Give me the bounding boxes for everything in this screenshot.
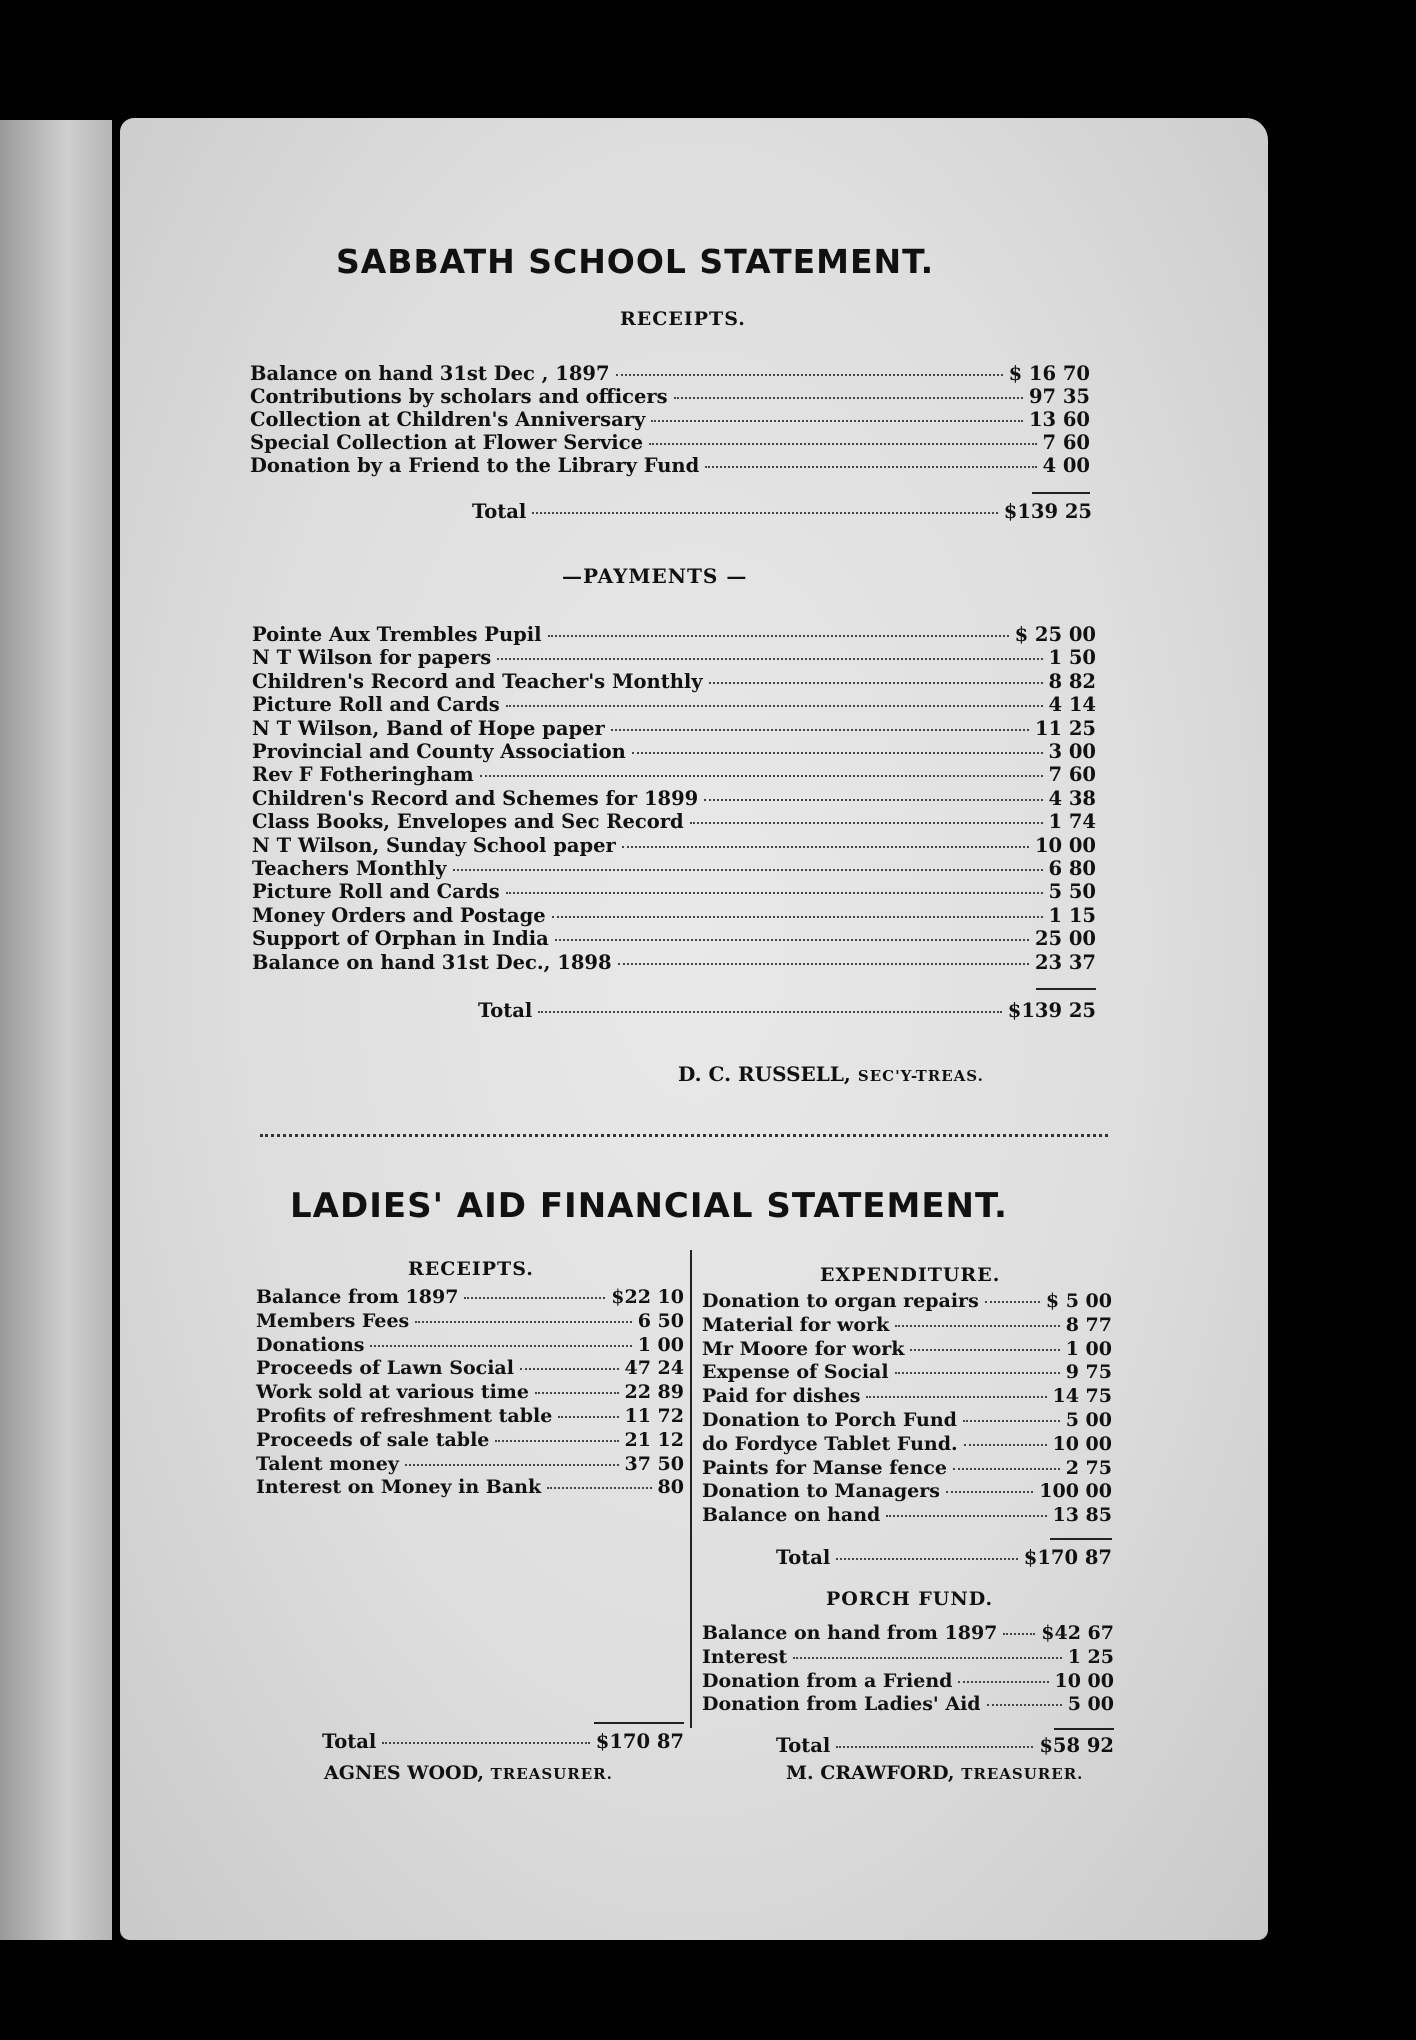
ledger-row xyxy=(250,408,1090,431)
ledger-item-label: Material for work xyxy=(702,1313,890,1336)
ledger-item-amount: 5 00 xyxy=(1067,1693,1114,1716)
ledger-item-amount: 14 75 xyxy=(1052,1385,1112,1408)
ledger-row xyxy=(252,646,1096,669)
ledger-item-label: Class Books, Envelopes and Sec Record xyxy=(252,810,684,834)
ledger-row xyxy=(702,1693,1114,1715)
total-label: Total xyxy=(776,1734,831,1757)
ledger-row xyxy=(702,1622,1114,1644)
ledger-item-label: Proceeds of Lawn Social xyxy=(256,1357,514,1380)
ladies-receipts-total: $170 87 xyxy=(595,1730,684,1753)
ladies-expenditure-total: $170 87 xyxy=(1023,1546,1112,1569)
ledger-item-amount: 100 00 xyxy=(1039,1480,1112,1503)
ledger-item-label: N T Wilson, Sunday School paper xyxy=(252,833,616,857)
ledger-row xyxy=(702,1314,1112,1336)
ledger-item-label: Interest on Money in Bank xyxy=(256,1476,542,1499)
ledger-item-amount: 47 24 xyxy=(624,1357,684,1380)
total-label: Total xyxy=(472,500,527,523)
ledger-row xyxy=(256,1476,684,1498)
ledger-item-amount: $22 10 xyxy=(611,1286,684,1308)
ledger-row xyxy=(702,1504,1112,1526)
porch-fund-total: $58 92 xyxy=(1039,1734,1114,1757)
ledger-row xyxy=(702,1409,1112,1431)
ledger-item-label: Expense of Social xyxy=(702,1361,889,1384)
ledger-item-amount: 1 00 xyxy=(1065,1337,1112,1360)
ledger-item-amount: 2 75 xyxy=(1065,1456,1112,1479)
ledger-item-amount: 1 74 xyxy=(1048,810,1096,834)
ledger-row xyxy=(252,810,1096,833)
ledger-item-label: Picture Roll and Cards xyxy=(252,880,500,904)
ledger-row xyxy=(252,880,1096,903)
ledger-item-label: Donation by a Friend to the Library Fund xyxy=(250,454,700,477)
ledger-item-amount: 37 50 xyxy=(624,1452,684,1475)
ledger-item-label: Pointe Aux Trembles Pupil xyxy=(252,623,542,646)
ledger-row xyxy=(256,1286,684,1308)
ledger-item-label: Paid for dishes xyxy=(702,1385,861,1408)
ledger-item-label: Mr Moore for work xyxy=(702,1337,905,1360)
ledger-item-label: Donation from a Friend xyxy=(702,1669,953,1692)
ledger-item-amount: $ 16 70 xyxy=(1008,362,1090,385)
column-divider xyxy=(690,1250,692,1728)
ledger-item-label: Support of Orphan in India xyxy=(252,927,549,951)
ladies-receipts-heading: RECEIPTS. xyxy=(408,1258,534,1280)
ledger-row xyxy=(702,1670,1114,1692)
ledger-item-amount: 4 00 xyxy=(1042,454,1090,477)
ledger-item-amount: 25 00 xyxy=(1034,927,1096,951)
ledger-item-label: N T Wilson, Band of Hope paper xyxy=(252,716,605,740)
ledger-item-amount: 5 50 xyxy=(1048,880,1096,904)
ledger-row xyxy=(252,740,1096,763)
ledger-item-label: Balance on hand 31st Dec , 1897 xyxy=(250,362,610,385)
ledger-item-label: Special Collection at Flower Service xyxy=(250,431,643,454)
porch-fund-signature xyxy=(786,1762,1083,1784)
ledger-item-amount: 6 50 xyxy=(637,1309,684,1332)
ledger-row xyxy=(702,1338,1112,1360)
ledger-item-label: Donations xyxy=(256,1333,365,1356)
ledger-item-amount: 11 25 xyxy=(1034,716,1096,740)
ledger-item-amount: 7 60 xyxy=(1048,763,1096,787)
signature-title: SEC'Y-TREAS. xyxy=(857,1067,984,1085)
ledger-row xyxy=(250,454,1090,477)
ladies-expenditure-total-row xyxy=(776,1546,1112,1569)
sabbath-receipts-total-row xyxy=(472,500,1092,523)
ledger-row xyxy=(252,693,1096,716)
sabbath-payments-total-row xyxy=(478,999,1096,1022)
ledger-item-amount: $ 5 00 xyxy=(1045,1290,1112,1312)
ledger-item-label: Donation from Ladies' Aid xyxy=(702,1693,981,1716)
ledger-row xyxy=(252,670,1096,693)
ledger-item-label: Contributions by scholars and officers xyxy=(250,385,668,408)
ledger-item-amount: $ 25 00 xyxy=(1014,623,1096,646)
porch-fund-heading: PORCH FUND. xyxy=(826,1588,994,1610)
ledger-row xyxy=(702,1646,1114,1668)
ledger-item-label: Provincial and County Association xyxy=(252,740,626,763)
document-page xyxy=(120,118,1268,1940)
ledger-row xyxy=(702,1361,1112,1383)
porch-fund-total-row xyxy=(776,1734,1114,1757)
ledger-item-amount: 3 00 xyxy=(1048,740,1096,763)
ledger-row xyxy=(250,385,1090,408)
ledger-item-amount: 11 72 xyxy=(624,1405,684,1427)
ledger-row xyxy=(256,1453,684,1475)
signature-name: M. CRAWFORD, xyxy=(786,1762,955,1784)
signature-title: TREASURER. xyxy=(961,1765,1084,1783)
ledger-item-label: do Fordyce Tablet Fund. xyxy=(702,1432,958,1455)
section-divider xyxy=(260,1134,1108,1137)
ledger-item-amount: 8 82 xyxy=(1048,669,1096,693)
ledger-item-amount: 5 00 xyxy=(1065,1409,1112,1431)
ledger-row xyxy=(256,1429,684,1451)
sabbath-receipts-total: $139 25 xyxy=(1003,500,1092,523)
ledger-item-amount: 22 89 xyxy=(624,1381,684,1404)
ledger-row xyxy=(252,951,1096,974)
ledger-item-amount: 4 14 xyxy=(1048,693,1096,717)
ledger-row xyxy=(252,787,1096,810)
ledger-item-amount: 7 60 xyxy=(1042,431,1090,454)
ledger-item-amount: $42 67 xyxy=(1041,1622,1114,1644)
ledger-item-amount: 1 00 xyxy=(637,1333,684,1356)
ledger-row xyxy=(252,717,1096,740)
signature-name: D. C. RUSSELL, xyxy=(678,1062,851,1086)
ledger-item-label: Work sold at various time xyxy=(256,1381,530,1404)
ledger-item-amount: 10 00 xyxy=(1054,1669,1114,1692)
ledger-row xyxy=(252,904,1096,927)
ledger-row xyxy=(256,1381,684,1403)
ledger-row xyxy=(250,362,1090,385)
total-label: Total xyxy=(776,1546,831,1569)
ledger-item-amount: 1 25 xyxy=(1067,1645,1114,1668)
ledger-row xyxy=(252,857,1096,880)
ledger-row xyxy=(252,834,1096,857)
ledger-item-amount: 97 35 xyxy=(1028,385,1090,408)
sabbath-payments-heading: —PAYMENTS — xyxy=(562,564,748,588)
ledger-item-amount: 1 50 xyxy=(1048,646,1096,670)
ledger-item-label: Proceeds of sale table xyxy=(256,1428,490,1451)
ladies-expenditure-heading: EXPENDITURE. xyxy=(820,1264,1001,1286)
ledger-row xyxy=(252,623,1096,646)
ladies-receipts-signature xyxy=(324,1762,613,1784)
ledger-item-amount: 8 77 xyxy=(1065,1313,1112,1336)
ledger-row xyxy=(250,431,1090,454)
signature-name: AGNES WOOD, xyxy=(324,1762,485,1784)
ledger-item-amount: 13 60 xyxy=(1028,408,1090,431)
ledger-item-amount: 80 xyxy=(657,1476,684,1499)
ledger-row xyxy=(256,1334,684,1356)
ledger-item-label: Paints for Manse fence xyxy=(702,1456,947,1479)
ledger-item-label: Picture Roll and Cards xyxy=(252,693,500,717)
sabbath-receipts-heading: RECEIPTS. xyxy=(620,308,746,330)
ledger-item-label: Collection at Children's Anniversary xyxy=(250,408,646,431)
ledger-item-label: Teachers Monthly xyxy=(252,857,447,880)
ledger-item-amount: 6 80 xyxy=(1048,857,1096,880)
ledger-row xyxy=(702,1457,1112,1479)
ledger-item-amount: 9 75 xyxy=(1065,1361,1112,1384)
ledger-item-label: Children's Record and Teacher's Monthly xyxy=(252,669,703,693)
sabbath-school-title: SABBATH SCHOOL STATEMENT. xyxy=(336,242,935,281)
ledger-item-label: Rev F Fotheringham xyxy=(252,763,474,787)
ledger-row xyxy=(702,1385,1112,1407)
ledger-item-label: Children's Record and Schemes for 1899 xyxy=(252,786,699,810)
total-label: Total xyxy=(478,999,533,1022)
ledger-item-amount: 4 38 xyxy=(1048,786,1096,810)
sabbath-signature xyxy=(678,1062,984,1086)
ledger-item-label: Donation to organ repairs xyxy=(702,1290,979,1312)
sabbath-payments-total: $139 25 xyxy=(1007,999,1096,1022)
ledger-row xyxy=(702,1480,1112,1502)
ledger-item-label: Balance on hand from 1897 xyxy=(702,1622,998,1644)
ladies-receipts-total-row xyxy=(322,1730,684,1753)
ledger-item-label: Donation to Porch Fund xyxy=(702,1409,957,1431)
ledger-item-label: Talent money xyxy=(256,1452,399,1475)
ledger-item-label: Profits of refreshment table xyxy=(256,1405,553,1427)
ledger-row xyxy=(256,1357,684,1379)
ledger-item-label: Members Fees xyxy=(256,1309,410,1332)
ledger-item-label: Balance from 1897 xyxy=(256,1286,459,1308)
ledger-item-label: N T Wilson for papers xyxy=(252,646,492,670)
ledger-item-amount: 23 37 xyxy=(1034,950,1096,974)
ledger-item-label: Interest xyxy=(702,1645,788,1668)
ledger-item-label: Balance on hand xyxy=(702,1504,881,1527)
ledger-item-label: Money Orders and Postage xyxy=(252,903,546,927)
facing-page-edge xyxy=(0,120,112,1940)
ledger-row xyxy=(252,927,1096,950)
ledger-row xyxy=(252,763,1096,786)
ledger-item-amount: 1 15 xyxy=(1048,903,1096,927)
total-label: Total xyxy=(322,1730,377,1753)
ledger-item-amount: 13 85 xyxy=(1052,1504,1112,1527)
ledger-item-amount: 10 00 xyxy=(1052,1432,1112,1455)
ledger-row xyxy=(702,1433,1112,1455)
ledger-item-label: Balance on hand 31st Dec., 1898 xyxy=(252,950,612,974)
ledger-item-amount: 21 12 xyxy=(624,1428,684,1451)
ledger-row xyxy=(256,1405,684,1427)
ladies-aid-title: LADIES' AID FINANCIAL STATEMENT. xyxy=(290,1186,1008,1226)
ledger-item-amount: 10 00 xyxy=(1034,833,1096,857)
ledger-row xyxy=(256,1310,684,1332)
ledger-item-label: Donation to Managers xyxy=(702,1480,940,1503)
ledger-row xyxy=(702,1290,1112,1312)
signature-title: TREASURER. xyxy=(490,1765,613,1783)
